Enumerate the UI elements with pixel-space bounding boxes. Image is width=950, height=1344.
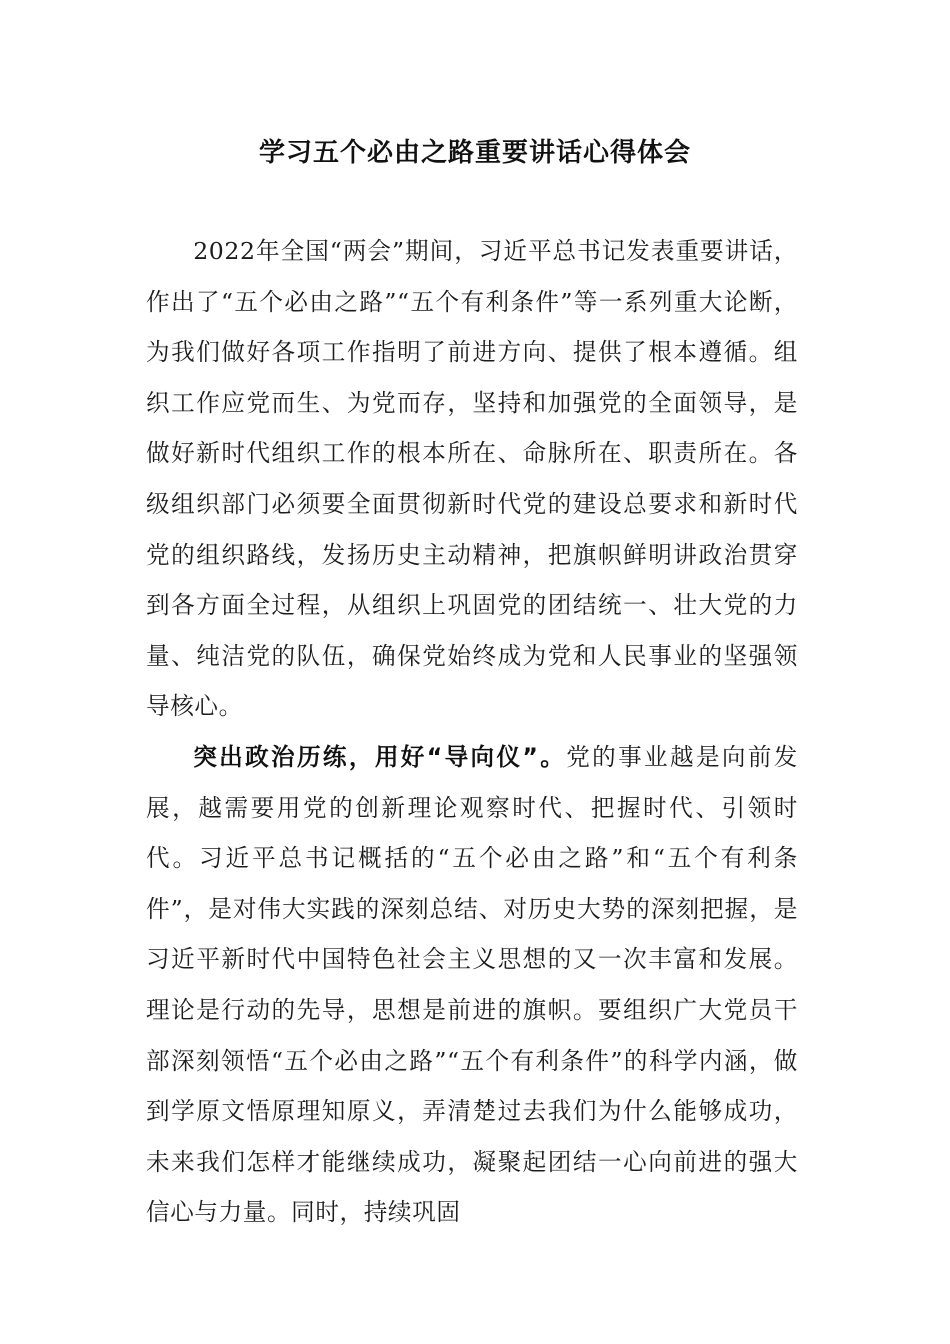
paragraph-text: 2022年全国“两会”期间，习近平总书记发表重要讲话，作出了“五个必由之路”“五个有利条件”等一系列重大论断，为我们做好各项工作指明了前进方向、提供了根本遵循。组织工作应党而生、为党而存，坚持和加强党的全面领导，是做好新时代组织工作的根本所在、命脉所在、职责所在。各级组织部门必须要全面贯彻新时代党的建设总要求和新时代党的组织路线，发扬历史主动精神，把旗帜鲜明讲政治贯穿到各方面全过程，从组织上巩固党的团结统一、壮大党的力量、纯洁党的队伍，确保党始终成为党和人民事业的坚强领导核心。 [146,237,798,721]
document-body [146,226,798,1238]
paragraph-lead: 突出政治历练，用好“导向仪”。 [193,742,567,771]
paragraph-intro [146,226,798,732]
document-title: 学习五个必由之路重要讲话心得体会 [258,138,691,168]
paragraph-political-training [146,732,798,1238]
paragraph-text: 党的事业越是向前发展，越需要用党的创新理论观察时代、把握时代、引领时代。习近平总书记概括的“五个必由之路”和“五个有利条件”，是对伟大实践的深刻总结、对历史大势的深刻把握，是习近平新时代中国特色社会主义思想的又一次丰富和发展。理论是行动的先导，思想是前进的旗帜。要组织广大党员干部深刻领悟“五个必由之路”“五个有利条件”的科学内涵，做到学原文悟原理知原义，弄清楚过去我们为什么能够成功，未来我们怎样才能继续成功，凝聚起团结一心向前进的强大信心与力量。同时，持续巩固 [146,742,798,1227]
